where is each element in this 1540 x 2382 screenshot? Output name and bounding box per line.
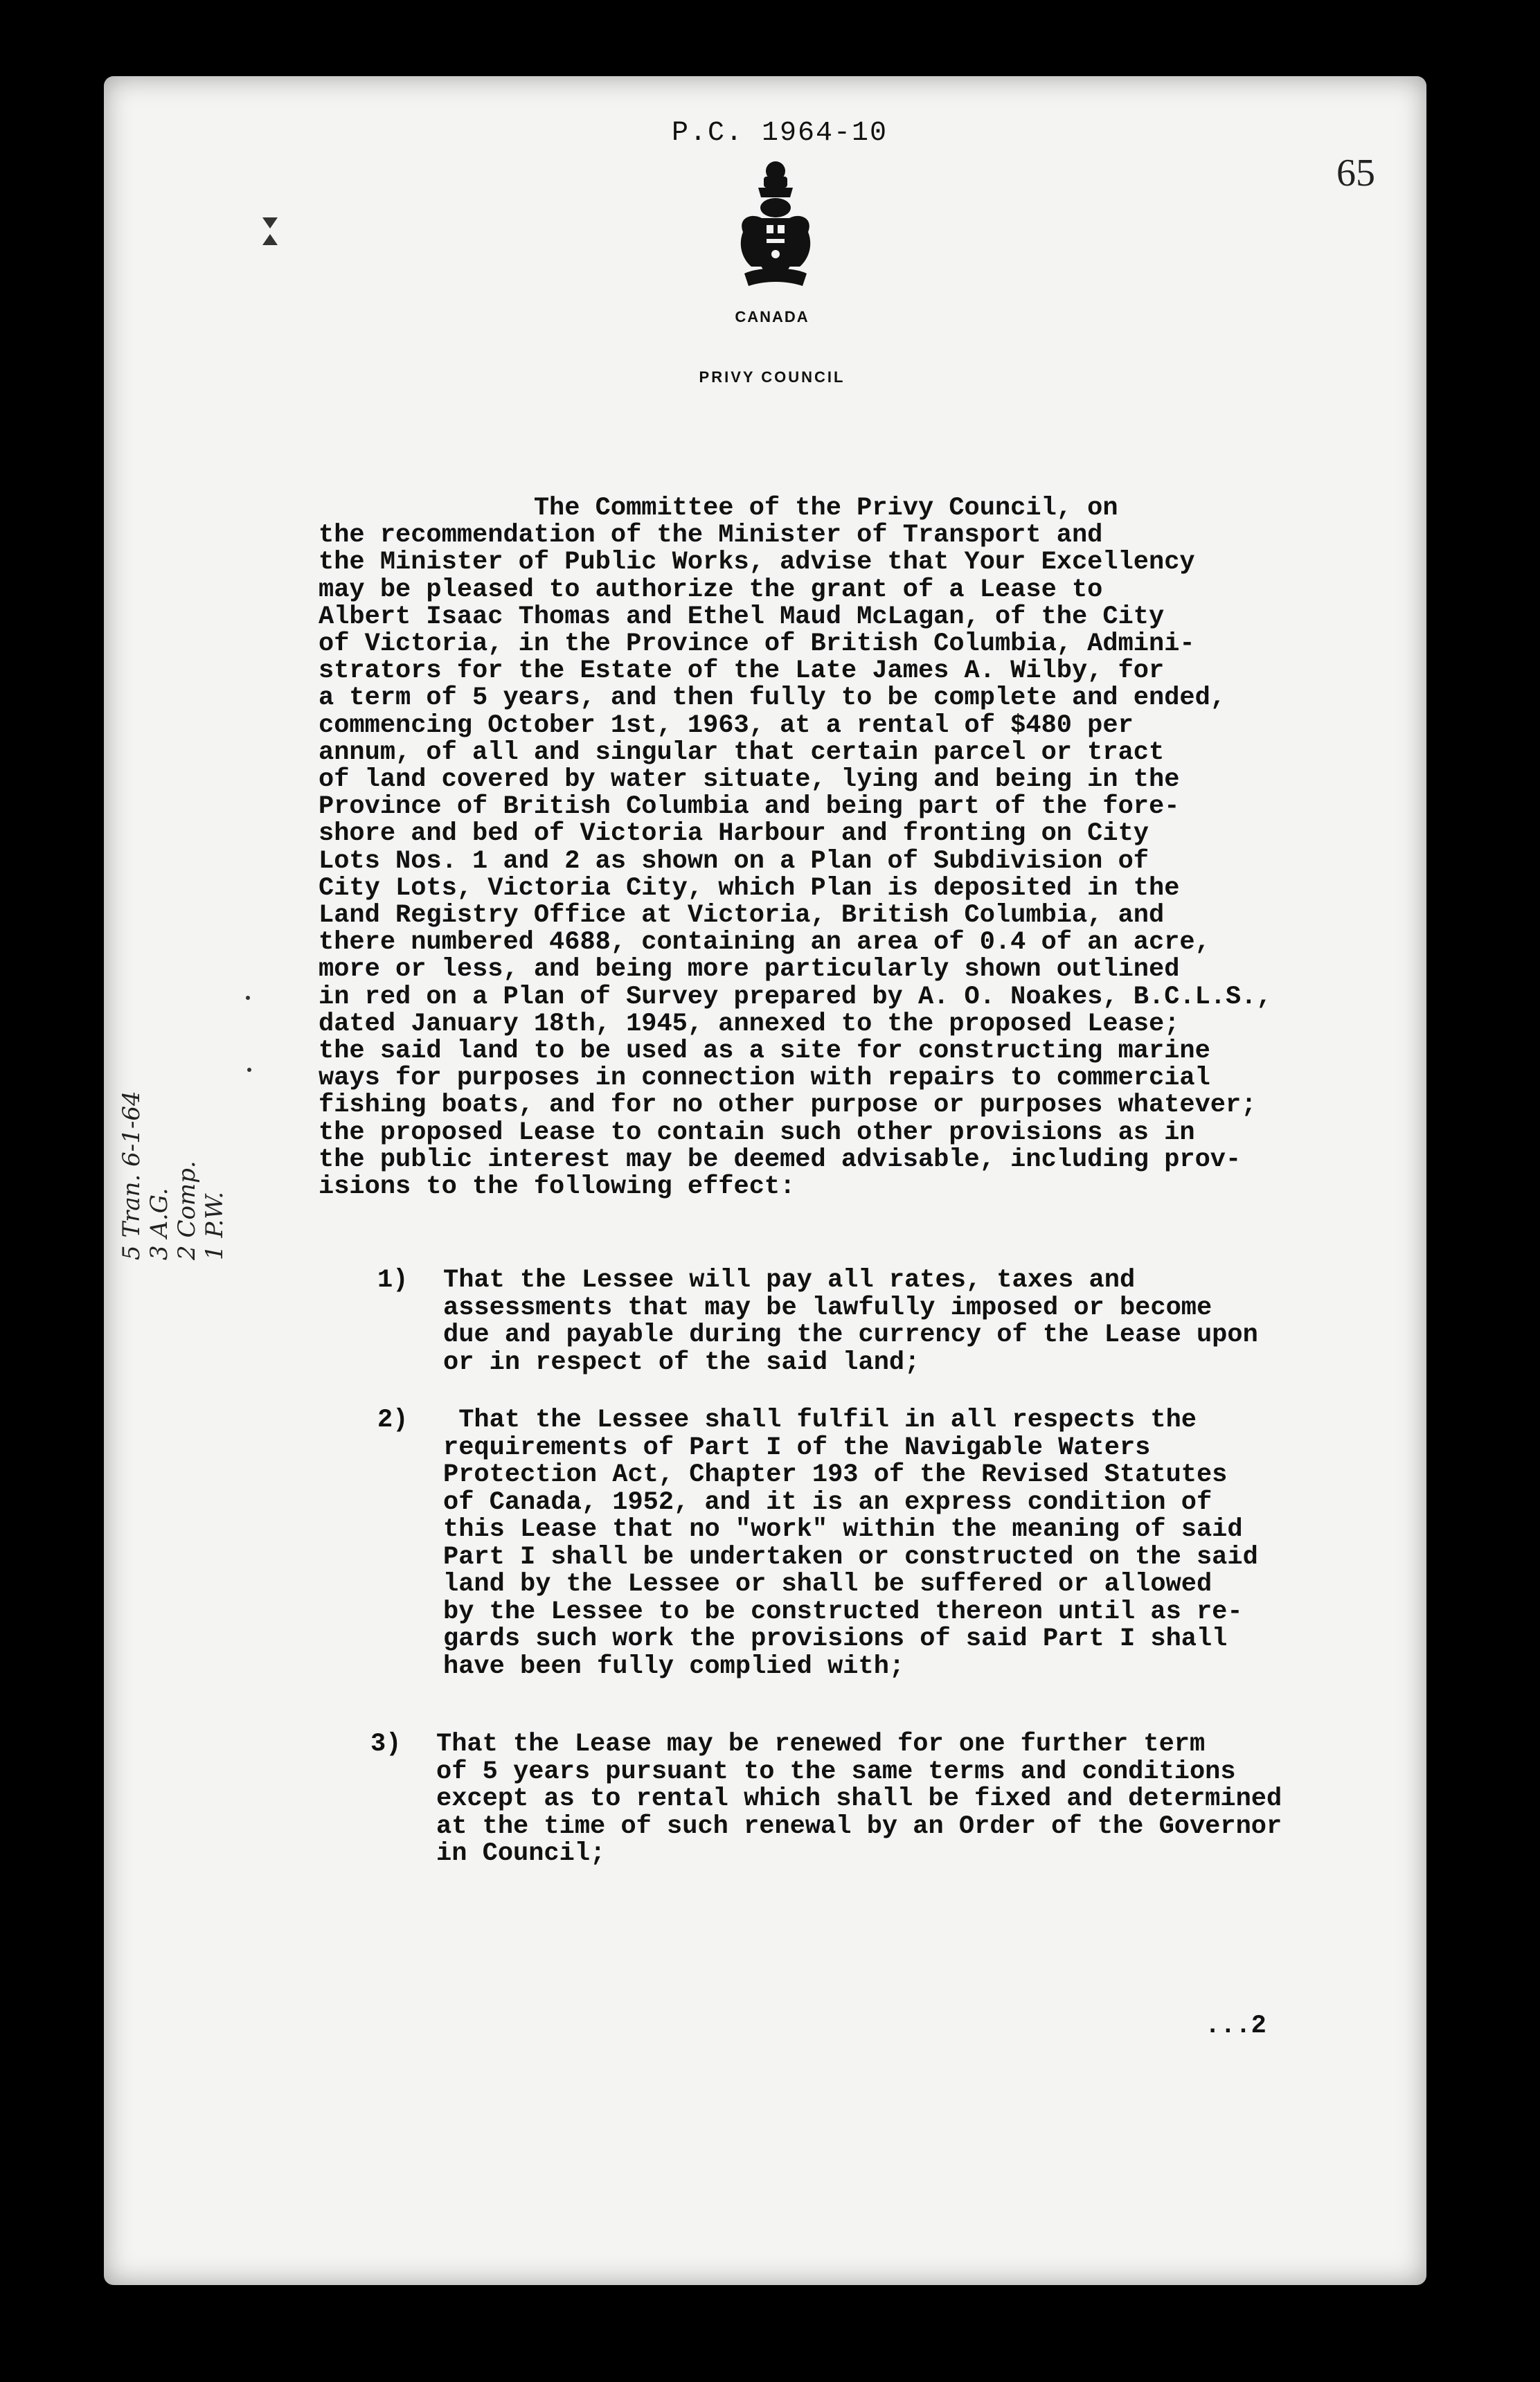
paragraph-line: of Victoria, in the Province of British Columbia, Admini- (319, 629, 1195, 659)
paragraph-line: the public interest may be deemed advisable, including prov- (319, 1145, 1242, 1174)
paragraph-line: in red on a Plan of Survey prepared by A. O. Noakes, B.C.L.S., (319, 982, 1272, 1012)
paragraph-line: the recommendation of the Minister of Transport and (319, 521, 1103, 550)
clause-line: requirements of Part I of the Navigable Waters (443, 1433, 1151, 1462)
paragraph-line: Albert Isaac Thomas and Ethel Maud McLagan, of the City (319, 602, 1165, 632)
handwritten-margin-note (118, 1091, 229, 1260)
clause-line: That the Lessee shall fulfil in all respects the (443, 1406, 1197, 1435)
clause-line: land by the Lessee or shall be suffered or allowed (443, 1570, 1212, 1599)
paragraph-line: of land covered by water situate, lying and being in the (319, 765, 1180, 795)
paragraph-line: Lots Nos. 1 and 2 as shown on a Plan of Subdivision of (319, 846, 1149, 876)
paragraph-line: commencing October 1st, 1963, at a rental of $480 per (319, 710, 1134, 740)
paragraph-line: The Committee of the Privy Council, on (319, 494, 1118, 523)
country-label: CANADA (735, 308, 809, 325)
clause-line: That the Lessee will pay all rates, taxes and (443, 1266, 1136, 1295)
document-page (104, 76, 1426, 2285)
paragraph-line: isions to the following effect: (319, 1172, 796, 1202)
main-paragraph (319, 495, 1343, 1201)
paragraph-line: a term of 5 years, and then fully to be complete and ended, (319, 683, 1226, 713)
clause-line: Protection Act, Chapter 193 of the Revised Statutes (443, 1460, 1228, 1489)
paragraph-line: may be pleased to authorize the grant of a Lease to (319, 575, 1103, 605)
page-number: 65 (1336, 152, 1375, 195)
clause-line: at the time of such renewal by an Order of the Governor (436, 1811, 1282, 1841)
paragraph-line: shore and bed of Victoria Harbour and fronting on City (319, 819, 1149, 849)
clause-line: of Canada, 1952, and it is an express condition of (443, 1487, 1212, 1517)
margin-note-line: 1 P.W. (201, 1191, 229, 1260)
paragraph-line: Land Registry Office at Victoria, British Columbia, and (319, 901, 1165, 931)
clause-line: in Council; (436, 1839, 606, 1868)
clause-body (443, 1407, 1258, 1681)
clause-line: by the Lessee to be constructed thereon until as re- (443, 1597, 1243, 1627)
council-label: PRIVY COUNCIL (699, 368, 845, 386)
margin-note-line: 3 A.G. (145, 1188, 173, 1260)
margin-note-line: 5 Tran. 6-1-64 (118, 1091, 145, 1260)
paragraph-line: dated January 18th, 1945, annexed to the proposed Lease; (319, 1009, 1180, 1039)
paragraph-line: there numbered 4688, containing an area of 0.4 of an acre, (319, 928, 1210, 958)
paragraph-line: ways for purposes in connection with repairs to commercial (319, 1064, 1210, 1093)
paragraph-line: fishing boats, and for no other purpose or purposes whatever; (319, 1091, 1257, 1120)
clause-body (436, 1731, 1282, 1868)
paragraph-line: more or less, and being more particularly shown outlined (319, 955, 1180, 985)
clause-line: due and payable during the currency of the Lease upon (443, 1320, 1258, 1350)
order-reference: P.C. 1964-10 (672, 118, 888, 149)
clause-line: or in respect of the said land; (443, 1347, 920, 1377)
paragraph-line: City Lots, Victoria City, which Plan is deposited in the (319, 873, 1180, 903)
paragraph-line: the proposed Lease to contain such other provisions as in (319, 1118, 1195, 1147)
clause-line: this Lease that no "work" within the meaning of said (443, 1515, 1243, 1544)
clause-line: Part I shall be undertaken or constructed on the said (443, 1542, 1258, 1572)
margin-note-line: 2 Comp. (173, 1161, 201, 1260)
clause-line: except as to rental which shall be fixed and determined (436, 1784, 1282, 1814)
page-continuation: ...2 (1205, 2012, 1266, 2041)
paragraph-line: the said land to be used as a site for constructing marine (319, 1037, 1210, 1066)
clause-line: of 5 years pursuant to the same terms and conditions (436, 1757, 1236, 1786)
margin-mark-icon (260, 215, 280, 248)
clause-line: gards such work the provisions of said Part I shall (443, 1624, 1228, 1654)
paragraph-line: the Minister of Public Works, advise that Your Excellency (319, 548, 1195, 577)
clause-number: 3) (370, 1730, 402, 1759)
paragraph-line: annum, of all and singular that certain parcel or tract (319, 737, 1165, 767)
paragraph-line: Province of British Columbia and being part of the fore- (319, 792, 1180, 822)
clause-line: have been fully complied with; (443, 1651, 905, 1681)
margin-dot (246, 996, 250, 1000)
coat-of-arms-icon (731, 156, 821, 301)
margin-dot (247, 1068, 251, 1072)
clause-line: assessments that may be lawfully imposed or become (443, 1293, 1212, 1323)
paragraph-line: strators for the Estate of the Late James A. Wilby, for (319, 656, 1165, 686)
clause-body (443, 1267, 1258, 1377)
clause-line: That the Lease may be renewed for one further term (436, 1730, 1206, 1759)
clause-number: 2) (377, 1406, 409, 1435)
clause-number: 1) (377, 1266, 409, 1295)
